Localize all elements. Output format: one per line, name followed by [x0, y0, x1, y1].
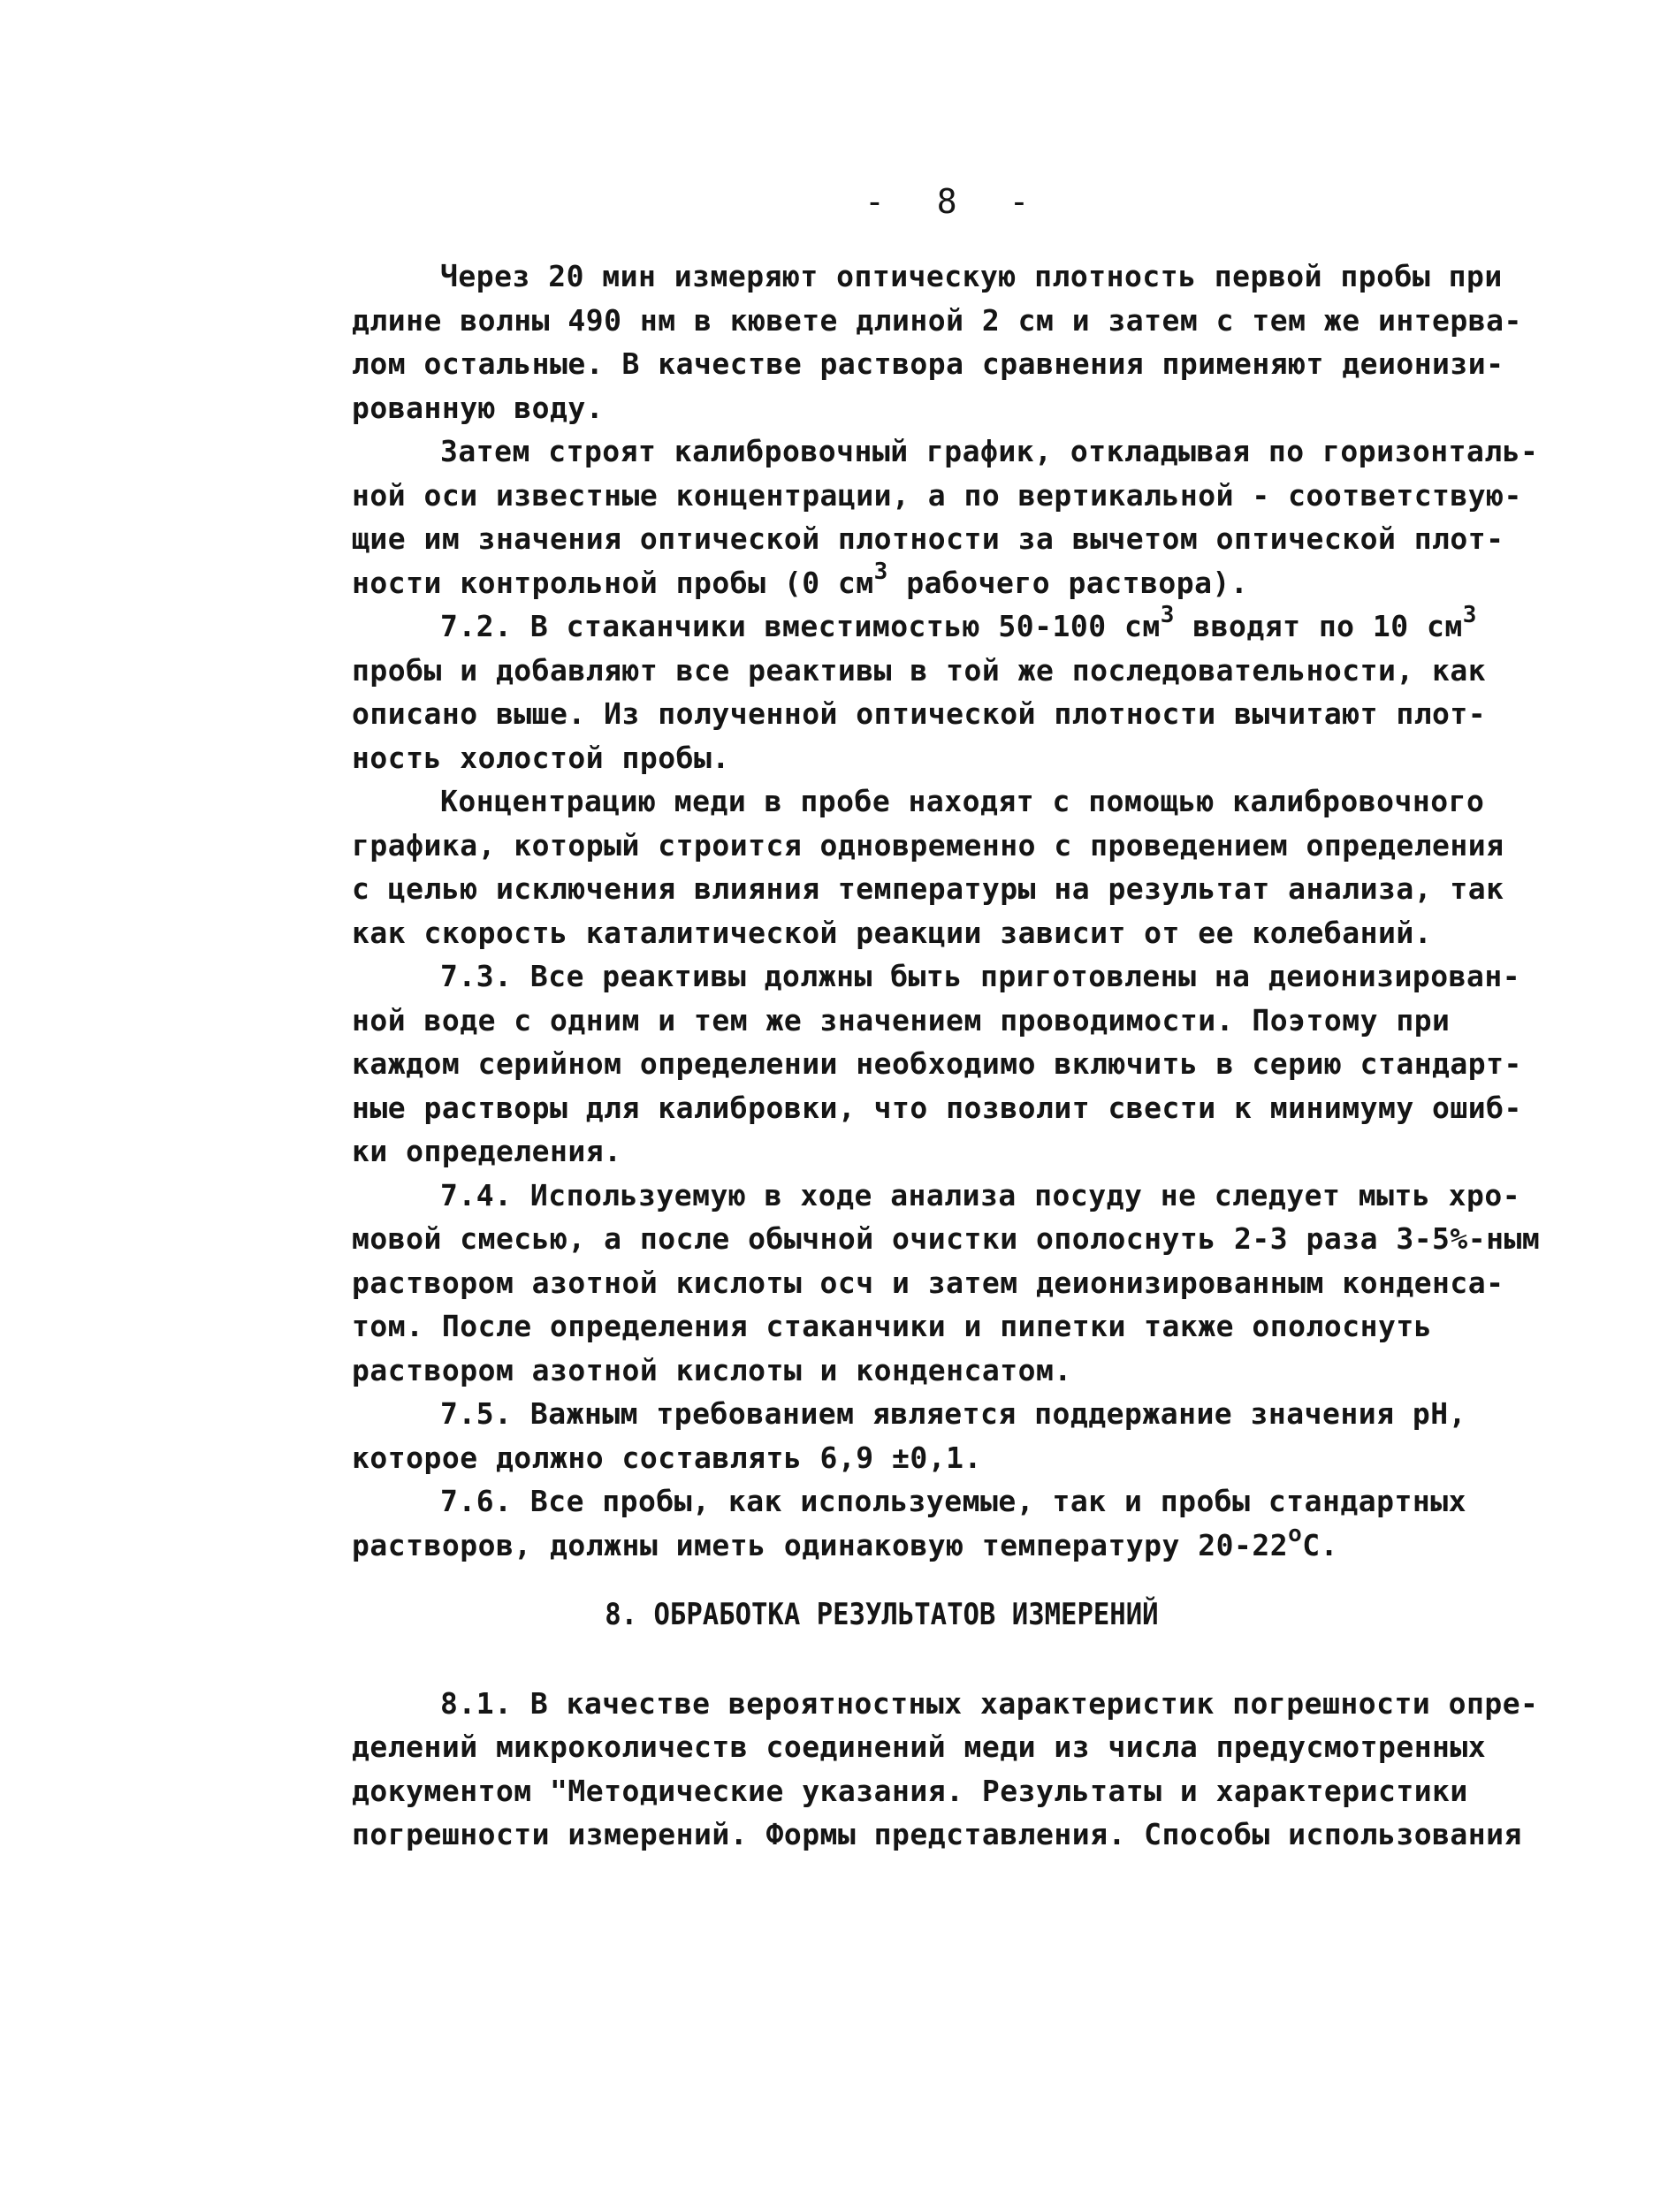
paragraph-line: щие им значения оптической плотности за вычетом оптической плот-: [352, 521, 1504, 556]
paragraph-line: ные растворы для калибровки, что позволит свести к минимуму ошиб-: [352, 1090, 1522, 1125]
paragraph-line: которое должно составлять 6,9 ±0,1.: [352, 1440, 982, 1475]
section-heading: 8. ОБРАБОТКА РЕЗУЛЬТАТОВ ИЗМЕРЕНИЙ: [605, 1597, 1159, 1632]
superscript: 3: [1462, 602, 1477, 628]
paragraph-line: делений микроколичеств соединений меди из числа предусмотренных: [352, 1729, 1487, 1764]
paragraph-line: том. После определения стаканчики и пипетки также ополоснуть: [352, 1309, 1433, 1343]
spacer: [352, 1638, 1541, 1682]
text-span: рабочего раствора).: [887, 565, 1249, 600]
paragraph-line: раствором азотной кислоты осч и затем деионизированным конденса-: [352, 1265, 1504, 1300]
paragraph-line: описано выше. Из полученной оптической плотности вычитают плот-: [352, 696, 1487, 731]
paragraph-line: 7.6. Все пробы, как используемые, так и пробы стандартных: [440, 1484, 1466, 1518]
paragraph-line: ной воде с одним и тем же значением проводимости. Поэтому при: [352, 1002, 1451, 1038]
paragraph-line: каждом серийном определении необходимо включить в серию стандарт-: [352, 1046, 1522, 1081]
paragraph-line: 7.3. Все реактивы должны быть приготовлены на деионизирован-: [440, 959, 1521, 993]
superscript: 3: [873, 558, 888, 585]
paragraph-line: 7.4. Используемую в ходе анализа посуду не следует мыть хро-: [440, 1177, 1521, 1212]
paragraph-line: длине волны 490 нм в кювете длиной 2 см и затем с тем же интерва-: [352, 302, 1522, 338]
text-span: ности контрольной пробы (0 см: [352, 565, 874, 600]
page-number: - 8 -: [864, 182, 1046, 221]
paragraph-line: [352, 604, 1541, 649]
paragraph-line: 8.1. В качестве вероятностных характеристик погрешности опре-: [440, 1685, 1539, 1721]
text-span: вводят по 10 см: [1174, 609, 1463, 643]
paragraph-line: ки определения.: [352, 1134, 622, 1168]
text-span: 7.2. В стаканчики вместимостью 50-100 см: [440, 609, 1161, 643]
body-text: [352, 255, 1541, 1857]
paragraph-line: [352, 1520, 1541, 1568]
paragraph-line: Через 20 мин измеряют оптическую плотность первой пробы при: [440, 259, 1503, 293]
paragraph-line: графика, который строится одновременно с проведением определения: [352, 827, 1504, 863]
paragraph-line: Концентрацию меди в пробе находят с помощью калибровочного: [440, 784, 1485, 818]
paragraph-line: пробы и добавляют все реактивы в той же последовательности, как: [352, 652, 1487, 688]
paragraph-line: мовой смесью, а после обычной очистки ополоснуть 2-3 раза 3-5%-ным: [352, 1221, 1541, 1256]
paragraph-line: 7.5. Важным требованием является поддержание значения pH,: [440, 1396, 1466, 1431]
paragraph-line: погрешности измерений. Формы представления. Способы использования: [352, 1817, 1522, 1851]
paragraph-line: лом остальные. В качестве раствора сравнения применяют деионизи-: [352, 346, 1504, 381]
paragraph-line: документом "Методические указания. Результаты и характеристики: [352, 1773, 1468, 1808]
paragraph-line: как скорость каталитической реакции зависит от ее колебаний.: [352, 915, 1433, 950]
paragraph-line: [352, 558, 1541, 605]
paragraph-line: с целью исключения влияния температуры на результат анализа, так: [352, 871, 1504, 906]
text-span: С.: [1302, 1527, 1339, 1562]
paragraph-line: ность холостой пробы.: [352, 740, 730, 775]
text-span: растворов, должны иметь одинаковую температуру 20-22: [352, 1527, 1289, 1562]
spacer: [352, 1567, 1541, 1593]
superscript: о: [1288, 1520, 1303, 1547]
paragraph-line: раствором азотной кислоты и конденсатом.: [352, 1352, 1072, 1387]
paragraph-line: Затем строят калибровочный график, откладывая по горизонталь-: [440, 434, 1539, 468]
superscript: 3: [1160, 602, 1175, 628]
paragraph-line: ной оси известные концентрации, а по вертикальной - соответствую-: [352, 477, 1522, 513]
paragraph-line: рованную воду.: [352, 390, 605, 425]
